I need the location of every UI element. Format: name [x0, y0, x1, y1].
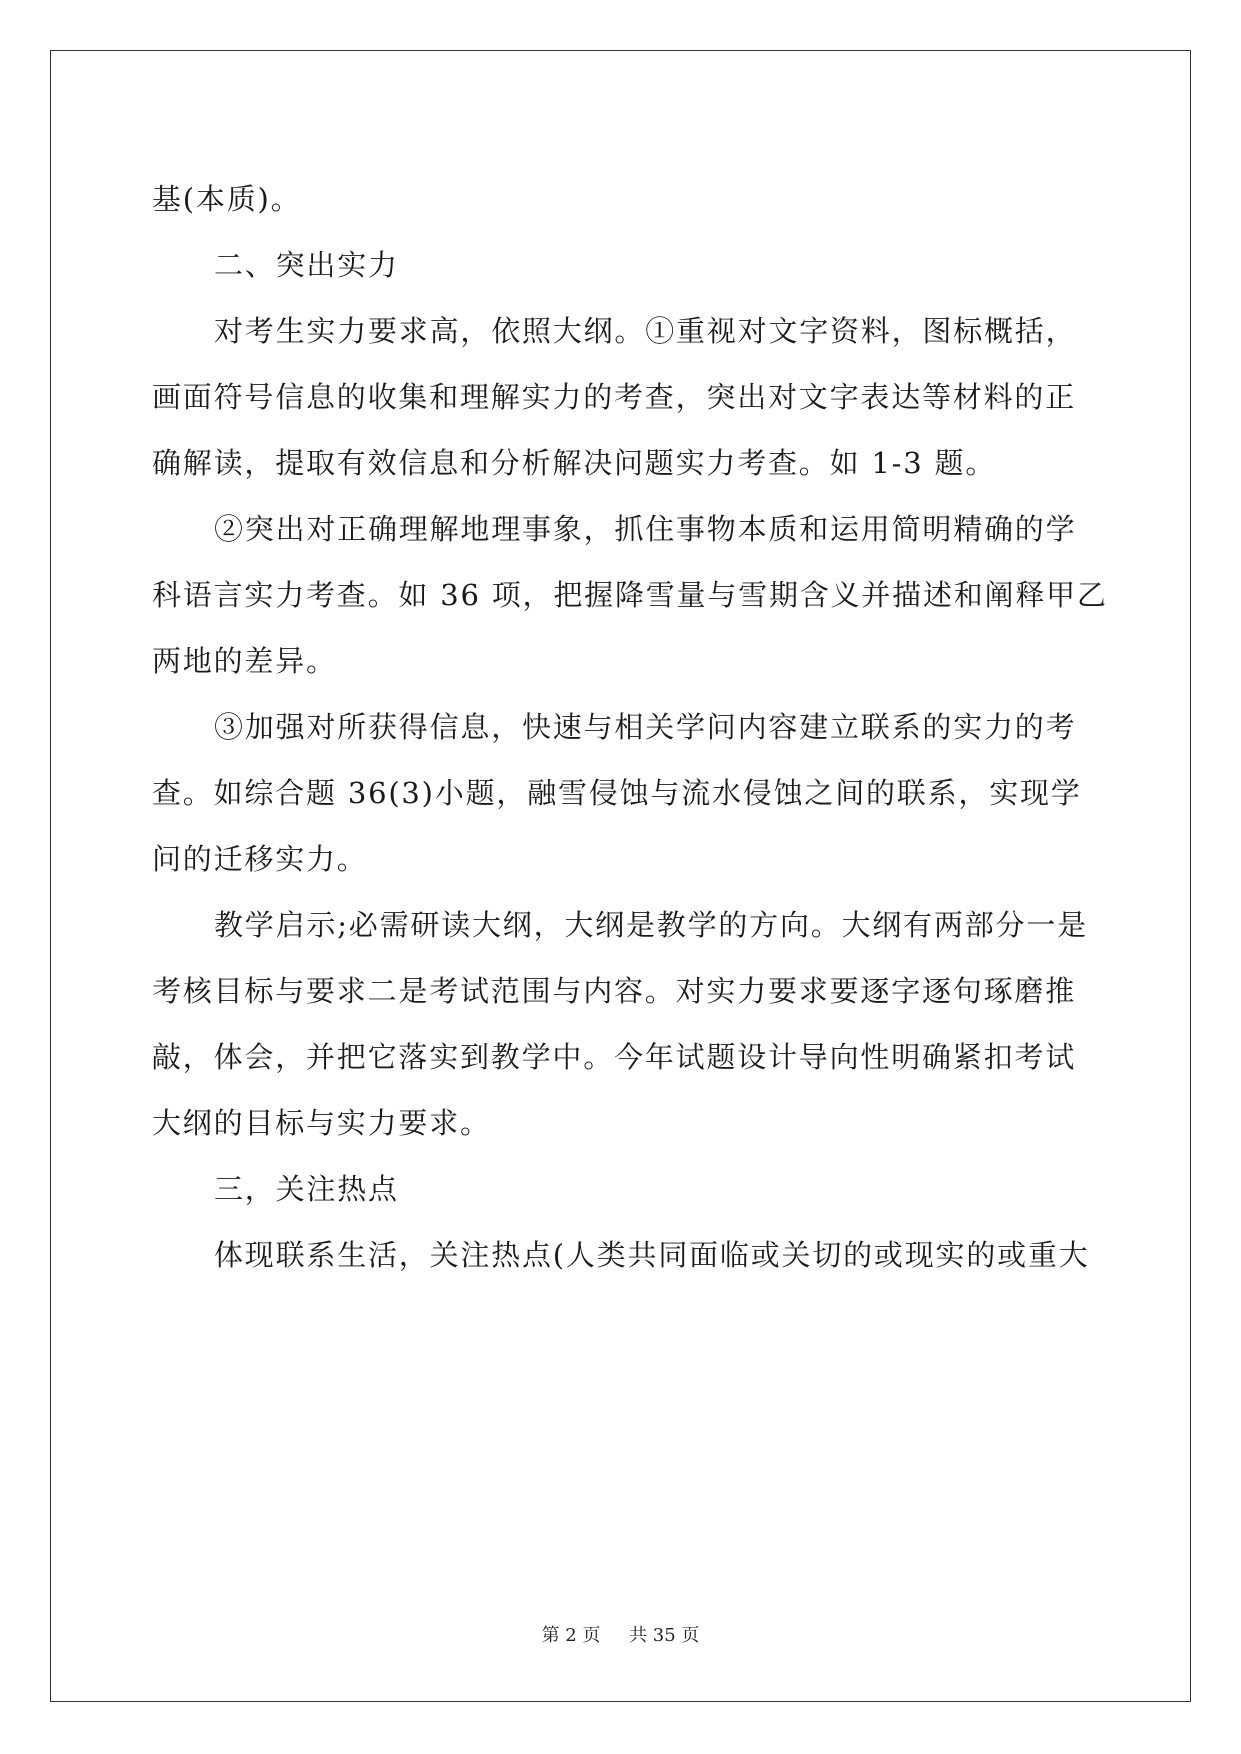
text-line: 查。如综合题 36(3)小题，融雪侵蚀与流水侵蚀之间的联系，实现学 — [152, 776, 1082, 810]
text-line: 敲，体会，并把它落实到教学中。今年试题设计导向性明确紧扣考试 — [152, 1040, 1077, 1074]
text-line: ②突出对正确理解地理事象，抓住事物本质和运用简明精确的学 — [214, 512, 1077, 546]
text-line: 大纲的目标与实力要求。 — [152, 1106, 491, 1140]
document-body — [152, 166, 1108, 1288]
paragraph-continuation — [152, 166, 1087, 232]
section-heading: 二、突出实力 — [214, 248, 399, 282]
total-pages: 共 35 页 — [629, 1625, 700, 1646]
section-heading-2 — [152, 232, 1087, 298]
text-line: 对考生实力要求高，依照大纲。①重视对文字资料，图标概括， — [214, 314, 1077, 348]
text-line: 问的迁移实力。 — [152, 842, 368, 876]
page-number: 第 2 页 — [541, 1625, 601, 1646]
paragraph-5 — [152, 1222, 1090, 1288]
text-line: 两地的差异。 — [152, 644, 337, 678]
paragraph-3 — [152, 694, 1087, 892]
paragraph-1 — [152, 298, 1087, 496]
text-line: 基(本质)。 — [152, 182, 302, 216]
paragraph-4 — [152, 892, 1087, 1156]
text-line: 体现联系生活，关注热点(人类共同面临或关切的或现实的或重大 — [214, 1238, 1090, 1272]
text-line: ③加强对所获得信息，快速与相关学问内容建立联系的实力的考 — [214, 710, 1077, 744]
section-heading: 三，关注热点 — [214, 1172, 399, 1206]
text-line: 科语言实力考查。如 36 项，把握降雪量与雪期含义并描述和阐释甲乙 — [152, 578, 1108, 612]
text-line: 教学启示;必需研读大纲，大纲是教学的方向。大纲有两部分一是 — [214, 908, 1088, 942]
paragraph-2 — [152, 496, 1108, 694]
page-footer — [0, 1621, 1241, 1647]
text-line: 画面符号信息的收集和理解实力的考查，突出对文字表达等材料的正 — [152, 380, 1077, 414]
text-line: 考核目标与要求二是考试范围与内容。对实力要求要逐字逐句琢磨推 — [152, 974, 1077, 1008]
section-heading-3 — [152, 1156, 1087, 1222]
text-line: 确解读，提取有效信息和分析解决问题实力考查。如 1-3 题。 — [152, 446, 997, 480]
